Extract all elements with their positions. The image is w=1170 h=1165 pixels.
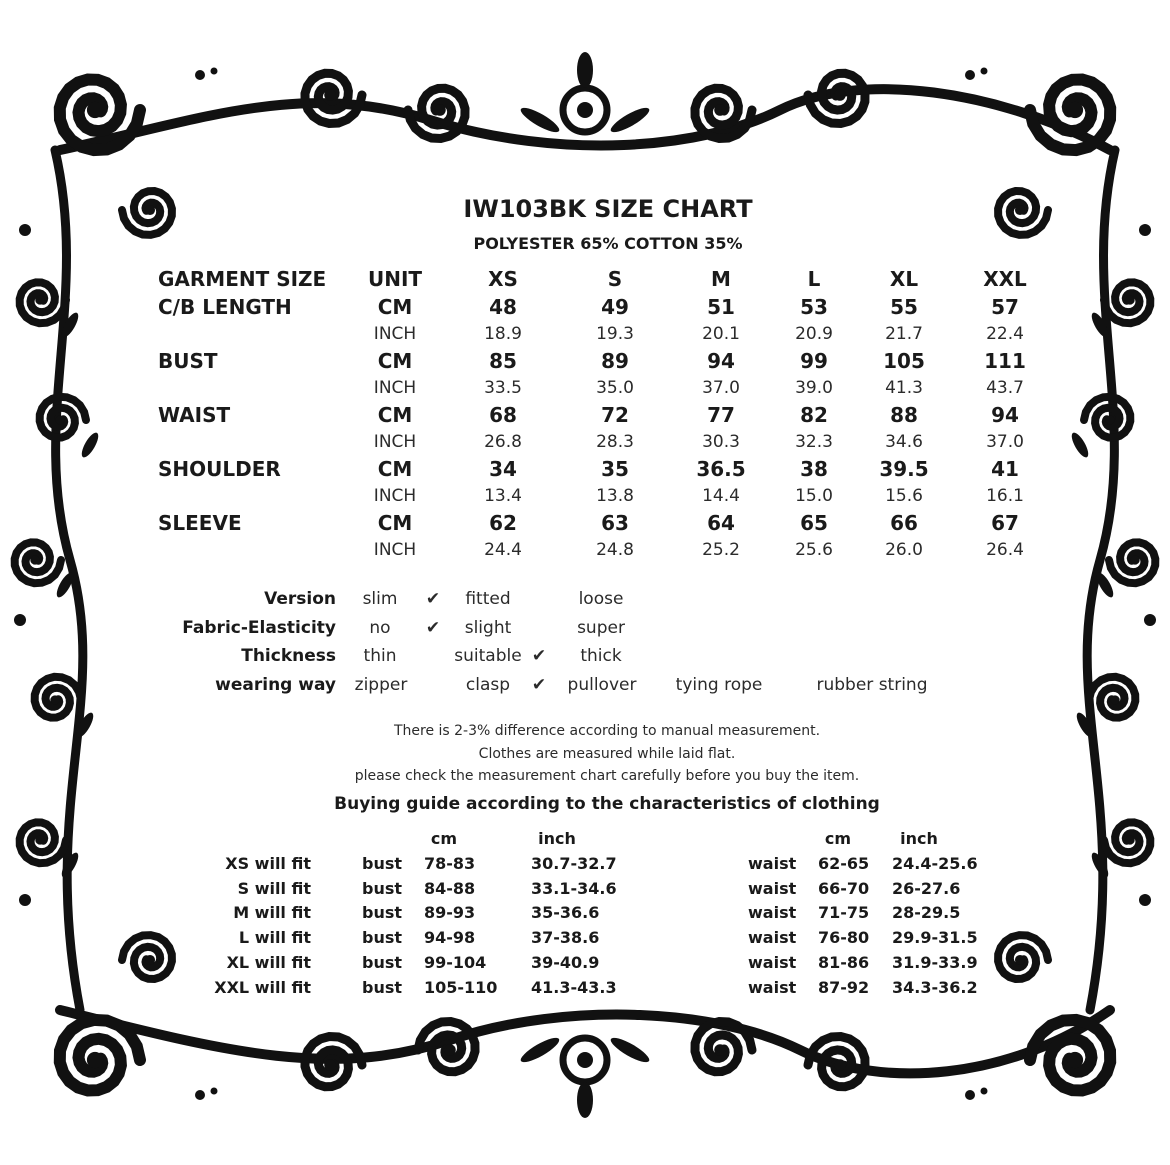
cell-cm: 111 — [984, 349, 1026, 373]
feature-option: pullover — [567, 674, 637, 695]
feature-option: zipper — [354, 674, 408, 695]
feature-option: thin — [363, 646, 397, 666]
cell-inch: 13.8 — [596, 486, 634, 506]
header-m: M — [711, 267, 731, 291]
guide-waist-inch: 24.4-25.6 — [892, 854, 978, 873]
check-mark-icon: ✔ — [425, 589, 441, 609]
cell-cm: 39.5 — [879, 457, 929, 481]
header-xs: XS — [488, 267, 518, 291]
guide-waist-inch: 29.9-31.5 — [892, 928, 978, 948]
guide-bust-cm: 84-88 — [424, 878, 476, 898]
cell-inch: 18.9 — [484, 324, 522, 344]
guide-bust-cm: 94-98 — [424, 928, 476, 948]
header-xxl: XXL — [983, 267, 1027, 291]
guide-waist-inch: 28-29.5 — [892, 903, 961, 923]
note-line: There is 2-3% difference according to manual measurement. — [393, 723, 821, 739]
cell-inch: 24.4 — [484, 540, 522, 560]
unit-inch: INCH — [373, 540, 417, 560]
ornament-dot — [145, 955, 155, 965]
guide-waist-label: waist — [748, 854, 797, 873]
cell-inch: 16.1 — [986, 486, 1024, 506]
guide-bust-cm: 89-93 — [424, 903, 476, 923]
cell-cm: 51 — [707, 295, 735, 319]
ornament-dot — [1130, 555, 1139, 564]
feature-option: rubber string — [816, 674, 928, 695]
cell-inch: 19.3 — [596, 324, 634, 344]
guide-bust-inch: 39-40.9 — [531, 952, 600, 972]
ornament-leaf — [577, 52, 593, 88]
buying-guide-heading: Buying guide according to the characteristics of clothing — [334, 794, 880, 814]
feature-label: Version — [264, 589, 336, 609]
ornament-dot — [1110, 695, 1119, 704]
guide-bust-label: bust — [362, 977, 403, 997]
cell-inch: 41.3 — [885, 378, 923, 398]
ornament-dot — [14, 614, 26, 626]
feature-option: no — [369, 617, 391, 638]
cell-inch: 43.7 — [986, 378, 1024, 398]
ornament-dot — [1125, 295, 1134, 304]
cell-cm: 105 — [883, 349, 925, 373]
feature-option: suitable — [454, 646, 522, 666]
cell-cm: 64 — [707, 511, 735, 535]
cell-cm: 66 — [890, 511, 918, 535]
cell-cm: 41 — [991, 457, 1019, 481]
ornament-dot — [87, 102, 103, 118]
ornament-dot — [87, 1052, 103, 1068]
cell-inch: 14.4 — [702, 486, 740, 506]
guide-size: M will fit — [233, 903, 311, 923]
guide-bust-inch: 37-38.6 — [531, 928, 600, 948]
chart-title: IW103BK SIZE CHART — [463, 195, 753, 223]
feature-option: loose — [578, 589, 624, 609]
header-s: S — [607, 267, 623, 291]
guide-waist-inch: 26-27.6 — [892, 878, 961, 898]
guide-col-cm: cm — [430, 829, 458, 848]
feature-label: Thickness — [241, 646, 336, 666]
row-label-sleeve: SLEEVE — [158, 511, 242, 535]
unit-inch: INCH — [373, 378, 417, 398]
unit-inch: INCH — [373, 432, 417, 452]
ornament-dot — [1015, 955, 1025, 965]
check-mark-icon: ✔ — [531, 646, 547, 666]
ornament-dot — [30, 555, 39, 564]
ornament-dot — [714, 1044, 726, 1056]
ornament-dot — [55, 415, 64, 424]
guide-waist-label: waist — [748, 977, 797, 997]
guide-bust-label: bust — [362, 878, 403, 898]
header-xl: XL — [889, 267, 919, 291]
ornament-leaf — [577, 1082, 593, 1118]
cell-cm: 35 — [601, 457, 629, 481]
ornament-dot — [981, 1088, 988, 1095]
feature-option: slight — [464, 617, 512, 638]
ornament-dot — [434, 104, 446, 116]
ornament-dot — [981, 68, 988, 75]
guide-waist-label: waist — [748, 903, 797, 923]
guide-bust-inch: 30.7-32.7 — [531, 854, 617, 873]
row-label-waist: WAIST — [158, 403, 231, 427]
unit-cm: CM — [377, 403, 413, 427]
check-mark-icon: ✔ — [425, 617, 441, 638]
cell-inch: 13.4 — [484, 486, 522, 506]
ornament-dot — [714, 104, 726, 116]
ornament-dot — [1015, 205, 1025, 215]
ornament-dot — [1139, 224, 1151, 236]
guide-col-inch: inch — [538, 829, 576, 848]
cell-inch: 28.3 — [596, 432, 634, 452]
row-label-c-b-length: C/B LENGTH — [158, 295, 292, 319]
cell-inch: 15.0 — [795, 486, 833, 506]
ornament-dot — [1139, 894, 1151, 906]
guide-waist-cm: 71-75 — [818, 903, 870, 923]
cell-cm: 38 — [800, 457, 828, 481]
guide-bust-label: bust — [362, 928, 403, 948]
ornament-dot — [834, 1059, 846, 1071]
feature-option: thick — [580, 646, 622, 666]
ornament-dot — [577, 1052, 593, 1068]
cell-cm: 89 — [601, 349, 629, 373]
material-subtitle: POLYESTER 65% COTTON 35% — [473, 234, 743, 253]
guide-col-inch: inch — [900, 829, 938, 848]
guide-size: XXL will fit — [214, 977, 311, 997]
guide-waist-cm: 66-70 — [818, 878, 870, 898]
guide-waist-label: waist — [748, 952, 797, 972]
ornament-dot — [965, 70, 975, 80]
guide-waist-label: waist — [748, 878, 797, 898]
ornament-leaf — [518, 104, 562, 136]
guide-size: L will fit — [238, 928, 311, 948]
feature-option: fitted — [465, 589, 511, 609]
cell-cm: 94 — [707, 349, 735, 373]
unit-inch: INCH — [373, 324, 417, 344]
header-unit: UNIT — [367, 267, 423, 291]
ornament-dot — [1125, 835, 1134, 844]
guide-waist-inch: 31.9-33.9 — [892, 952, 978, 972]
row-label-shoulder: SHOULDER — [158, 457, 281, 481]
guide-waist-inch: 34.3-36.2 — [892, 977, 978, 997]
cell-inch: 26.8 — [484, 432, 522, 452]
cell-cm: 49 — [601, 295, 629, 319]
cell-inch: 37.0 — [702, 378, 740, 398]
ornament-dot — [1105, 415, 1114, 424]
guide-waist-cm: 81-86 — [818, 952, 870, 972]
guide-bust-label: bust — [362, 854, 403, 873]
feature-option: clasp — [465, 674, 511, 695]
cell-cm: 36.5 — [696, 457, 746, 481]
ornament-leaf — [608, 1034, 652, 1066]
ornament-dot — [834, 89, 846, 101]
cell-inch: 39.0 — [795, 378, 833, 398]
cell-inch: 26.0 — [885, 540, 923, 560]
guide-waist-cm: 62-65 — [818, 854, 870, 873]
cell-inch: 37.0 — [986, 432, 1024, 452]
ornament-dot — [1067, 1052, 1083, 1068]
cell-cm: 72 — [601, 403, 629, 427]
guide-size: XS will fit — [225, 854, 311, 873]
ornament-dot — [211, 1088, 218, 1095]
cell-inch: 21.7 — [885, 324, 923, 344]
guide-waist-label: waist — [748, 928, 797, 948]
guide-bust-inch: 35-36.6 — [531, 903, 600, 923]
unit-inch: INCH — [373, 486, 417, 506]
guide-waist-cm: 76-80 — [818, 928, 870, 948]
ornament-dot — [145, 205, 155, 215]
guide-bust-label: bust — [362, 952, 403, 972]
feature-label: wearing way — [215, 674, 336, 695]
note-line: Clothes are measured while laid flat. — [478, 745, 736, 762]
cell-inch: 35.0 — [596, 378, 634, 398]
cell-inch: 25.2 — [702, 540, 740, 560]
cell-cm: 55 — [890, 295, 918, 319]
guide-bust-inch: 33.1-34.6 — [531, 878, 617, 898]
unit-cm: CM — [377, 457, 413, 481]
cell-cm: 82 — [800, 403, 828, 427]
ornament-dot — [50, 695, 59, 704]
cell-cm: 85 — [489, 349, 517, 373]
ornament-vine — [60, 89, 1110, 150]
cell-cm: 99 — [800, 349, 828, 373]
guide-waist-cm: 87-92 — [818, 977, 870, 997]
cell-cm: 67 — [991, 511, 1019, 535]
ornament-dot — [195, 1090, 205, 1100]
cell-inch: 15.6 — [885, 486, 923, 506]
cell-cm: 68 — [489, 403, 517, 427]
check-mark-icon: ✔ — [531, 674, 547, 695]
ornament-dot — [19, 224, 31, 236]
unit-cm: CM — [377, 295, 413, 319]
guide-col-cm: cm — [824, 829, 852, 848]
cell-inch: 32.3 — [795, 432, 833, 452]
guide-bust-inch: 41.3-43.3 — [531, 977, 617, 997]
ornament-dot — [444, 1044, 456, 1056]
ornament-dot — [1144, 614, 1156, 626]
ornament-dot — [35, 295, 44, 304]
unit-cm: CM — [377, 511, 413, 535]
header-l: L — [807, 267, 821, 291]
feature-option: tying rope — [675, 674, 763, 695]
cell-inch: 24.8 — [596, 540, 634, 560]
guide-bust-cm: 78-83 — [424, 854, 476, 873]
ornament-leaf — [1069, 430, 1092, 459]
ornament-dot — [324, 1059, 336, 1071]
cell-inch: 20.1 — [702, 324, 740, 344]
ornament-leaf — [518, 1034, 562, 1066]
cell-inch: 26.4 — [986, 540, 1024, 560]
ornament-dot — [211, 68, 218, 75]
cell-cm: 77 — [707, 403, 735, 427]
unit-cm: CM — [377, 349, 413, 373]
ornament-dot — [577, 102, 593, 118]
cell-cm: 57 — [991, 295, 1019, 319]
feature-option: slim — [362, 589, 398, 609]
header-garment-size: GARMENT SIZE — [158, 267, 327, 291]
ornament-leaf — [608, 104, 652, 136]
guide-size: XL will fit — [226, 952, 311, 972]
ornament-dot — [19, 894, 31, 906]
cell-inch: 20.9 — [795, 324, 833, 344]
cell-cm: 65 — [800, 511, 828, 535]
cell-cm: 48 — [489, 295, 517, 319]
ornament-dot — [35, 835, 44, 844]
cell-cm: 53 — [800, 295, 828, 319]
cell-inch: 22.4 — [986, 324, 1024, 344]
cell-cm: 63 — [601, 511, 629, 535]
guide-bust-cm: 99-104 — [424, 952, 487, 972]
note-line: please check the measurement chart carefully before you buy the item. — [354, 768, 860, 784]
row-label-bust: BUST — [158, 349, 218, 373]
guide-size: S will fit — [237, 878, 311, 898]
cell-inch: 30.3 — [702, 432, 740, 452]
feature-option: super — [577, 617, 625, 638]
cell-cm: 88 — [890, 403, 918, 427]
ornament-dot — [195, 70, 205, 80]
ornament-dot — [324, 89, 336, 101]
cell-inch: 25.6 — [795, 540, 833, 560]
cell-cm: 94 — [991, 403, 1019, 427]
ornament-dot — [1067, 102, 1083, 118]
cell-cm: 62 — [489, 511, 517, 535]
guide-bust-label: bust — [362, 903, 403, 923]
cell-inch: 34.6 — [885, 432, 923, 452]
guide-bust-cm: 105-110 — [424, 977, 498, 997]
ornament-leaf — [79, 430, 102, 459]
feature-label: Fabric-Elasticity — [182, 617, 336, 638]
cell-cm: 34 — [489, 457, 517, 481]
ornament-dot — [965, 1090, 975, 1100]
cell-inch: 33.5 — [484, 378, 522, 398]
